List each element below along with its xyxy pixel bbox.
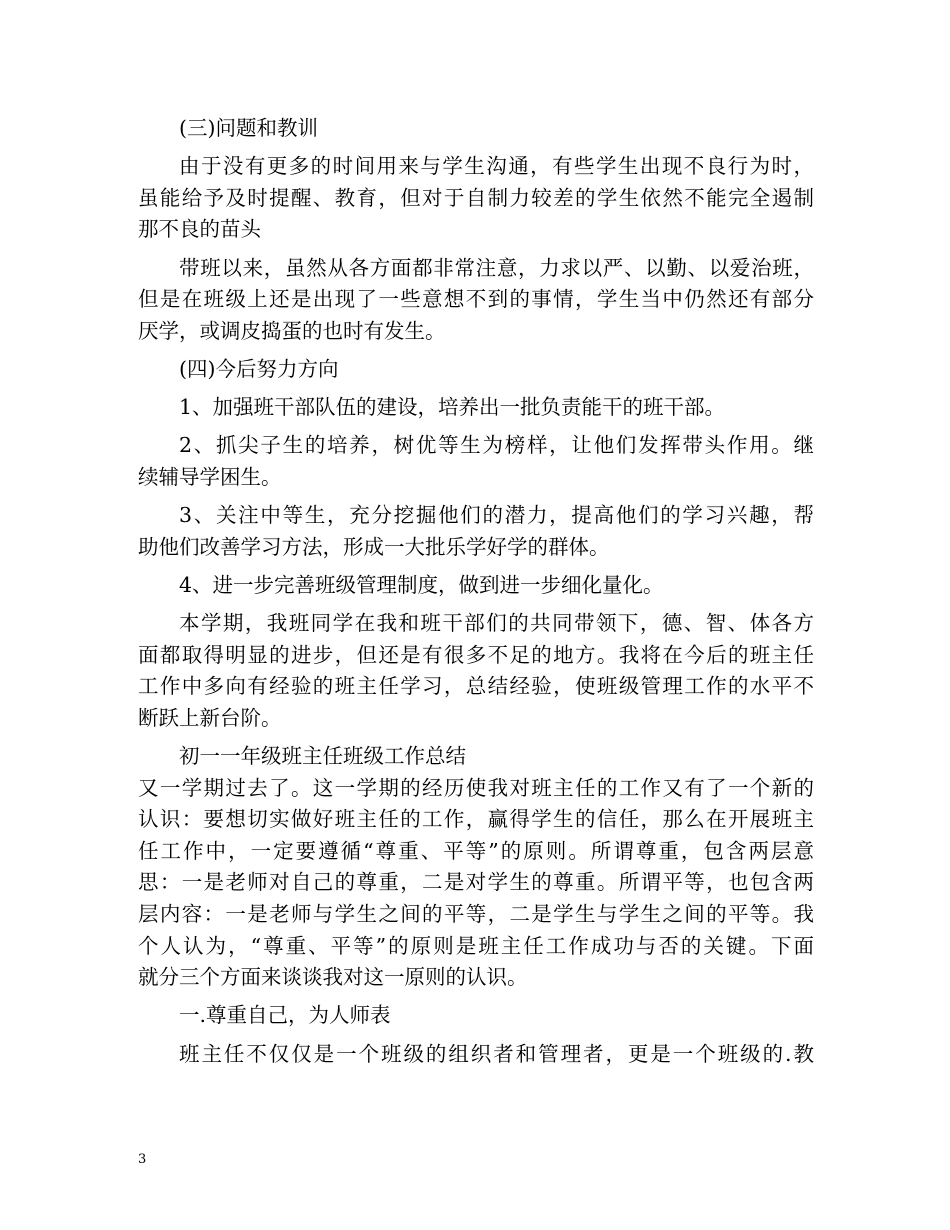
text-line: 由于没有更多的时间用来与学生沟通，有些学生出现不良行为时， xyxy=(179,154,814,179)
text-line: 续辅导学困生。 xyxy=(138,464,282,489)
text-line: 层内容：一是老师与学生之间的平等，二是学生与学生之间的平等。我 xyxy=(138,902,814,926)
text-line: 虽能给予及时提醒、教育，但对于自制力较差的学生依然不能完全遏制 xyxy=(138,185,814,210)
text-line: 但是在班级上还是出现了一些意想不到的事情，学生当中仍然还有部分 xyxy=(138,287,814,312)
text-line: 2、抓尖子生的培养，树优等生为榜样，让他们发挥带头作用。继 xyxy=(179,433,814,458)
text-line: 带班以来，虽然从各方面都非常注意，力求以严、以勤、以爱治班， xyxy=(179,255,814,280)
text-line: 就分三个方面来谈谈我对这一原则的认识。 xyxy=(138,965,528,990)
document-title: 初一一年级班主任班级工作总结 xyxy=(179,744,466,769)
section-heading: (四)今后努力方向 xyxy=(179,356,339,381)
text-line: 厌学，或调皮捣蛋的也时有发生。 xyxy=(138,318,446,343)
text-line: 3、关注中等生，充分挖掘他们的潜力，提高他们的学习兴趣，帮 xyxy=(179,503,814,528)
text-line: 助他们改善学习方法，形成一大批乐学好学的群体。 xyxy=(138,534,610,559)
text-line: 那不良的苗头 xyxy=(138,217,261,242)
text-line: 任工作中，一定要遵循“尊重、平等”的原则。所谓尊重，包含两层意 xyxy=(138,838,814,863)
text-line: 面都取得明显的进步，但还是有很多不足的地方。我将在今后的班主任 xyxy=(138,642,814,667)
document-page xyxy=(138,113,814,1070)
text-line: 认识：要想切实做好班主任的工作，赢得学生的信任，那么在开展班主 xyxy=(138,807,814,832)
text-line: 4、进一步完善班级管理制度，做到进一步细化量化。 xyxy=(179,572,664,597)
text-line: (三)问题和教训 xyxy=(179,116,318,140)
text-line: 又一学期过去了。这一学期的经历使我对班主任的工作又有了一个新的 xyxy=(138,775,814,800)
text-line: 思：一是老师对自己的尊重，二是对学生的尊重。所谓平等，也包含两 xyxy=(138,870,814,895)
text-line: 班主任不仅仅是一个班级的组织者和管理者，更是一个班级的.教 xyxy=(179,1041,814,1066)
text-line: 1、加强班干部队伍的建设，培养出一批负责能干的班干部。 xyxy=(179,395,726,420)
text-line: 工作中多向有经验的班主任学习，总结经验，使班级管理工作的水平不 xyxy=(138,674,814,699)
text-line: 本学期，我班同学在我和班干部们的共同带领下，德、智、体各方 xyxy=(179,611,814,636)
page-number: 3 xyxy=(138,1152,147,1167)
text-line: 个人认为，“尊重、平等”的原则是班主任工作成功与否的关键。下面 xyxy=(138,933,814,958)
text-line: 断跃上新台阶。 xyxy=(138,705,282,730)
section-heading: 一.尊重自己，为人师表 xyxy=(179,1003,391,1028)
